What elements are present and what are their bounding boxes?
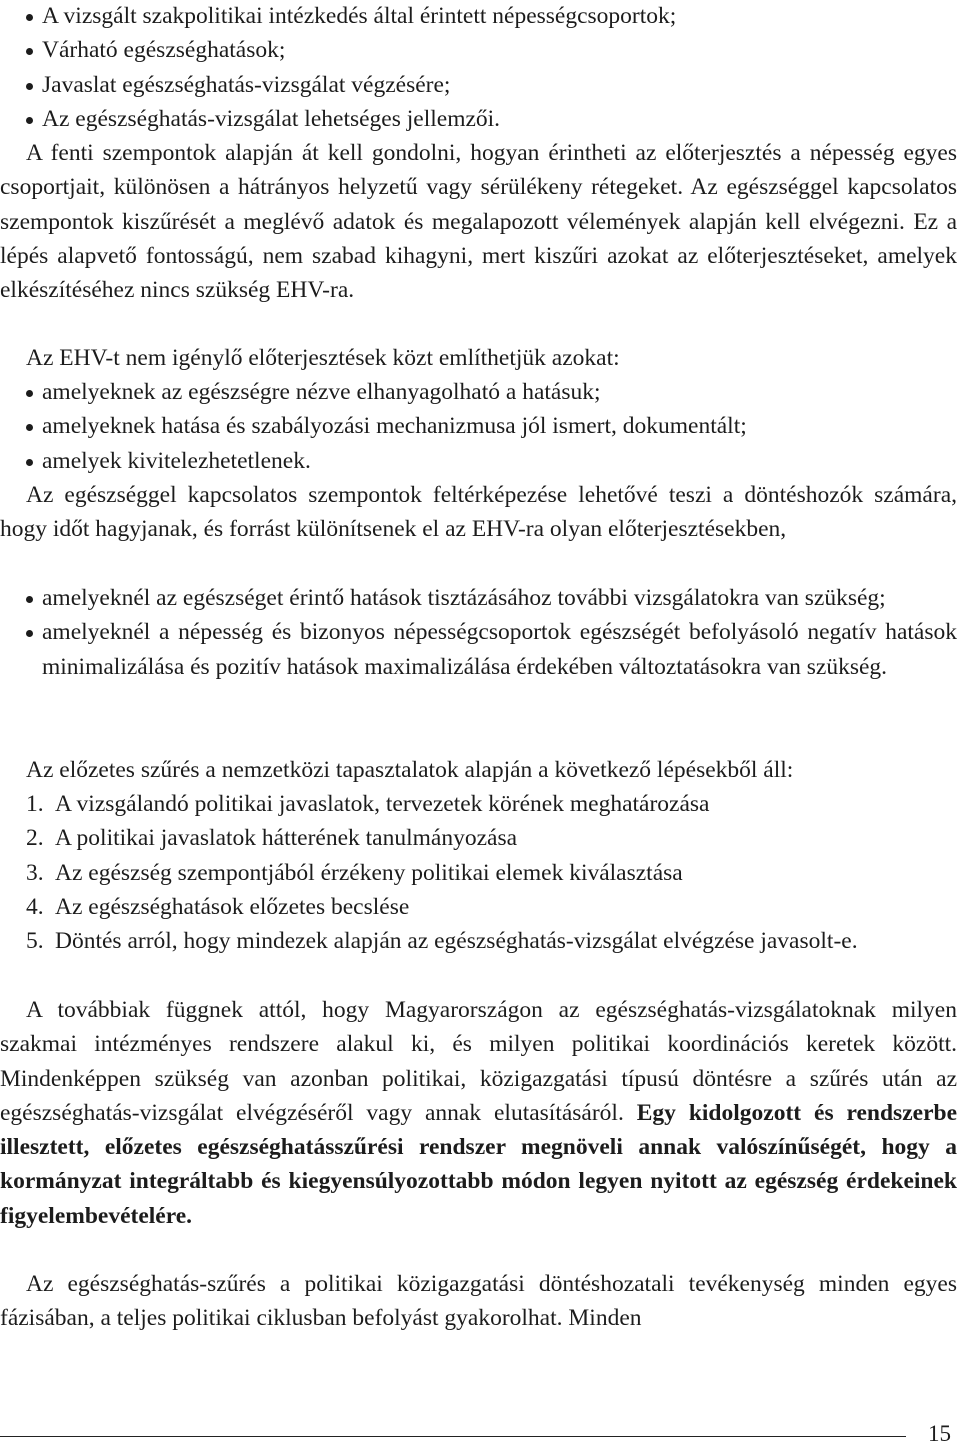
bullet-dot-icon: [26, 424, 33, 431]
bullet-dot-icon: [26, 48, 33, 55]
paragraph-3: Az egészséggel kapcsolatos szempontok feltérképezése lehetővé teszi a döntéshozók számára, hogy időt hagyjanak, és forrást különítsenek el az EHV-ra olyan előterjesztésekben,: [0, 482, 957, 543]
step-item: 1. A vizsgálandó politikai javaslatok, tervezetek körének meghatározása: [26, 791, 710, 817]
paragraph-4: Az előzetes szűrés a nemzetközi tapasztalatok alapján a következő lépésekből áll:: [26, 757, 794, 783]
bullet-dot-icon: [26, 596, 33, 603]
step-item: 5. Döntés arról, hogy mindezek alapján az egészséghatás-vizsgálat elvégzése javasolt-e.: [26, 928, 858, 955]
paragraph-6: Az egészséghatás-szűrés a politikai közigazgatási döntéshozatali tevékenység minden egyes fázisában, a teljes politikai ciklusban befolyást gyakorolhat. Minden: [0, 1271, 957, 1332]
bullet-dot-icon: [26, 390, 33, 397]
list-item: Az egészséghatás-vizsgálat lehetséges jellemzői.: [0, 102, 957, 136]
list-item: amelyeknél az egészséget érintő hatások tisztázásához további vizsgálatokra van szükség;: [0, 581, 957, 615]
paragraph-5: [0, 993, 957, 1233]
paragraph-5-text: A továbbiak függnek attól, hogy Magyarországon az egészséghatás-vizsgálatoknak milyen szakmai intézményes rendszere alakul ki, és milyen politikai koordinációs keretek között. Mindenképpen szükség van azonban politikai, közigazgatási típusú döntésre a szűrés után az egészséghatás-vizsgálat elvégzéséről vagy annak elutasításáról.: [0, 997, 957, 1126]
top-bullet-list: [0, 0, 957, 136]
paragraph-1: A fenti szempontok alapján át kell gondolni, hogyan érintheti az előterjesztés a népesség egyes csoportjait, különösen a hátrányos helyzetű vagy sérülékeny rétegeket. Az egészséggel kapcsolatos szempontok kiszűrését a meglévő adatok és megalapozott vélemények alapján kell elvégezni. Ez a lépés alapvető fontosságú, nem szabad kihagyni, mert kiszűri azokat az előterjesztéseket, amelyek elkészítéséhez nincs szükség EHV-ra.: [0, 140, 957, 304]
list-item: Várható egészséghatások;: [0, 33, 957, 67]
bullet-dot-icon: [26, 14, 33, 21]
paragraph-5-emphasis: Egy kidolgozott és rendszerbe illesztett, előzetes egészséghatásszűrési rendszer megnöveli annak valószínűségét, hogy a kormányzat integráltabb és kiegyensúlyozottabb módon legyen nyitott az egészség érdekeinek figyelembevételére.: [0, 1099, 957, 1229]
list-item: amelyeknél a népesség és bizonyos népességcsoportok egészségét befolyásoló negatív hatások minimalizálása és pozitív hatások maximalizálása érdekében változtatásokra van szükség.: [0, 615, 957, 684]
list-item: amelyek kivitelezhetetlenek.: [0, 444, 957, 478]
bullet-dot-icon: [26, 630, 33, 637]
step-item: 2. A politikai javaslatok hátterének tanulmányozása: [26, 825, 518, 852]
footer-rule: [0, 1436, 906, 1437]
step-item: 3. Az egészség szempontjából érzékeny politikai elemek kiválasztása: [26, 859, 683, 886]
step-item: 4. Az egészséghatások előzetes becslése: [26, 893, 410, 920]
low-bullet-list: [0, 581, 957, 684]
list-item: amelyeknek az egészségre nézve elhanyagolható a hatásuk;: [0, 375, 957, 409]
paragraph-2: Az EHV-t nem igénylő előterjesztések közt említhetjük azokat:: [26, 345, 620, 371]
bullet-dot-icon: [26, 117, 33, 124]
list-item: Javaslat egészséghatás-vizsgálat végzésére;: [0, 68, 957, 102]
list-item: A vizsgált szakpolitikai intézkedés által érintett népességcsoportok;: [0, 0, 957, 33]
bullet-dot-icon: [26, 459, 33, 466]
bullet-dot-icon: [26, 83, 33, 90]
list-item: amelyeknek hatása és szabályozási mechanizmusa jól ismert, dokumentált;: [0, 409, 957, 443]
mid-bullet-list: [0, 375, 957, 478]
numbered-step-list: [0, 787, 957, 958]
page-number: 15: [928, 1421, 951, 1446]
